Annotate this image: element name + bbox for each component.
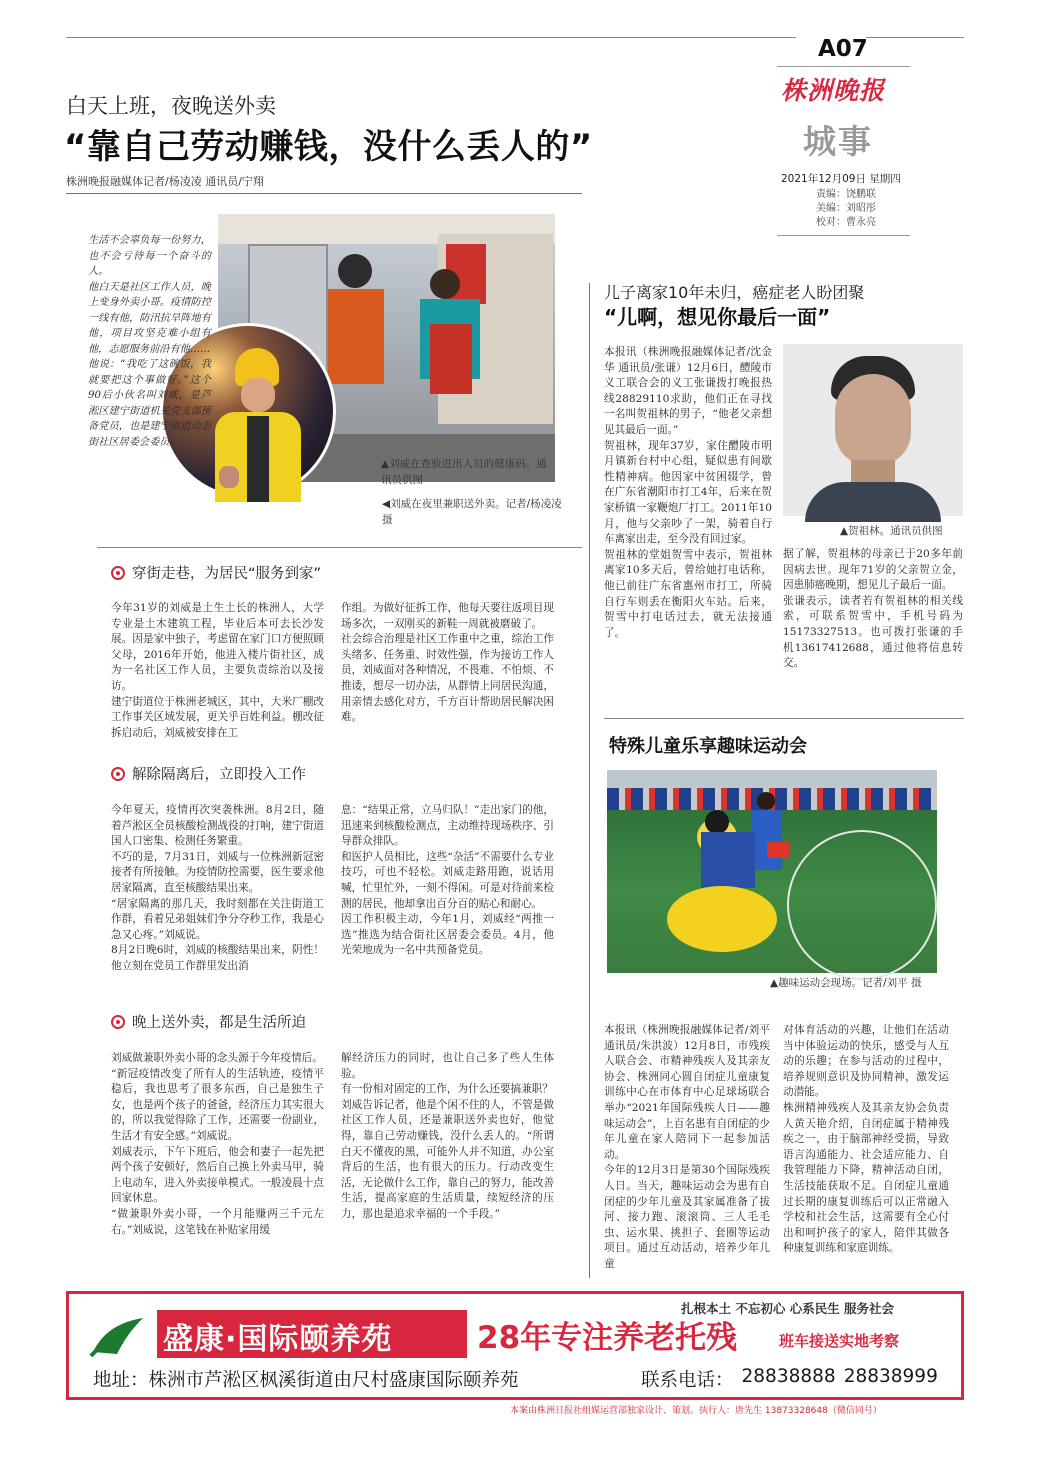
section1-col2: 作组。为做好征拆工作，他每天要往返项目现场多次，一双刚买的新鞋一周就被磨破了。 社会综合治理是社区工作重中之重，综治工作头绪多、任务重、时效性强，作为接访工作人员，刘威面对各种情况，不畏难、不怕烦、不推诿，想尽一切办法，从群情上同居民沟通，用亲情去感化对方，千方百计帮助居民解决困难。 bbox=[341, 602, 554, 724]
ad-tagline2: 班车接送实地考察 bbox=[779, 1332, 900, 1350]
section3-heading bbox=[111, 1011, 306, 1032]
photo1-caption: ▲刘威在查验进出人员的健康码。通讯员供图 bbox=[381, 458, 547, 486]
section1-heading bbox=[111, 562, 321, 583]
article3-col2: 对体育活动的兴趣，让他们在活动当中体验运动的快乐，感受与人互动的乐趣；在参与活动的过程中，培养规则意识及协同精神，激发运动潜能。 株洲精神残疾人及其亲友协会负责人黄天艳介绍，自闭症属于精神残疾之一，由于脑部神经受损，导致语言沟通能力、社会适应能力、自我管理能力下降，精神活动自闭，生活技能获取不足。自闭症儿童通过长期的康复训练后可以正常融入学校和社会生活，这需要有全心付出和呵护孩子的家人，陪伴其做各种康复训练和家庭训练。 bbox=[783, 1024, 949, 1255]
ad-phone bbox=[641, 1366, 938, 1392]
hand-leaf-logo-icon bbox=[89, 1312, 147, 1360]
article1-headline: “靠自己劳动赚钱，没什么丢人的” bbox=[64, 127, 593, 167]
article2-photo-caption: ▲贺祖林。通讯员供图 bbox=[840, 525, 943, 537]
designer-credit: 美编：刘昭彤 bbox=[816, 203, 876, 214]
article2-text2: 据了解，贺祖林的母亲已于20多年前因病去世。现年71岁的父亲贺立金，因患肺癌晚期，想见儿子最后一面。 张谦表示，读者若有贺祖林的相关线索，可联系贺雪中，手机号码为15173327513。也可拨打张谦的手机13617412688，通过他将信息转交。 bbox=[783, 548, 963, 670]
section-name: 城事 bbox=[803, 122, 873, 161]
article3-headline: 特殊儿童乐享趣味运动会 bbox=[609, 736, 807, 757]
ad-phone1: 28838888 bbox=[741, 1366, 836, 1387]
section2-col2: 息：“结果正常，立马归队！”走出家门的他，迅速来到核酸检测点，主动维持现场秩序、引导群众排队。 和医护人员相比，这些“杂活”不需要什么专业技巧，可也不轻松。刘威走路用跑，说话用喊，忙里忙外，一刻不得闲。可是对待前来检测的居民，他却拿出百分百的贴心和耐心。 因工作积极主动，今年1月，刘威经“两推一选”推选为结合街社区居委会委员。4月，他光荣地成为一名中共预备党员。 bbox=[341, 804, 554, 957]
section-circle-icon bbox=[111, 566, 125, 580]
article3-col1: 本报讯（株洲晚报融媒体记者/刘平 通讯员/朱洪波）12月8日，市残疾人联合会、市精神残疾人及其亲友协会、株洲同心圆自闭症儿童康复训练中心在市体育中心足球场联合举办“2021年国际残疾人日——趣味运动会”，上百名患有自闭症的少年儿童在家人陪同下一起参加活动。 今年的12月3日是第30个国际残疾人日。当天，趣味运动会为患有自闭症的少年儿童及其家属准备了拔河、接力跑、滚滚筒、三人毛毛虫、运水果、挑担子、套圈等运动项目。通过互动活动，培养少年儿童 bbox=[604, 1024, 770, 1270]
ad-tagline: 28年专注养老托残 bbox=[477, 1320, 738, 1356]
article2-headline: “儿啊，想见你最后一面” bbox=[604, 305, 831, 329]
section2-heading bbox=[111, 763, 306, 784]
section1-title: 穿街走巷，为居民“服务到家” bbox=[132, 566, 322, 582]
ad-phone-label: 联系电话： bbox=[641, 1370, 734, 1391]
issue-date: 2021年12月09日 星期四 bbox=[781, 173, 901, 185]
photo-missing-person bbox=[783, 344, 963, 516]
section-circle-icon bbox=[111, 1015, 125, 1029]
editor-credit: 责编：饶鹏联 bbox=[816, 189, 876, 200]
section3-title: 晚上送外卖，都是生活所迫 bbox=[132, 1015, 306, 1031]
section3-col1: 刘威做兼职外卖小哥的念头源于今年疫情后。 “新冠疫情改变了所有人的生活轨迹，疫情平稳后，我也思考了很多东西，自己是独生子女，也是两个孩子的爸爸，经济压力其实很大的，所以我觉得除了工作，还需要一份副业，生活才有安全感。”刘威说。 刘威表示，下午下班后，他会和妻子一起先把两个孩子安顿好，然后自己换上外卖马甲，骑上电动车，进入外卖接单模式。一般凌晨十点回家休息。 “做兼职外卖小哥，一个月能赚两三千元左右。”刘威说，这笔钱在补贴家用缓 bbox=[111, 1052, 324, 1236]
section3-col2: 解经济压力的同时，也让自己多了些人生体验。 有一份相对固定的工作，为什么还要搞兼职？ 刘威告诉记者，他是个闲不住的人，不管是做社区工作人员，还是兼职送外卖也好，他觉得，靠自己劳动赚钱，没什么丢人的。“所谓白天不懂夜的黑，可能外人并不知道，办公室背后的生活，也有很大的压力。行动改变生活，无论做什么工作，靠自己的努力，能改善生活，提高家庭的生活质量，续短经济的压力，那也是追求幸福的一个手段。” bbox=[341, 1052, 554, 1220]
photo2-caption: ◀刘威在夜里兼职送外卖。记者/杨凌凌 摄 bbox=[382, 498, 562, 526]
article1-kicker: 白天上班，夜晚送外卖 bbox=[66, 94, 276, 118]
paper-name-logo: 株洲晚报 bbox=[781, 76, 886, 105]
photo-sports-meet bbox=[607, 770, 937, 973]
ad-address: 地址：株洲市芦淞区枫溪街道由尺村盛康国际颐养苑 bbox=[93, 1370, 519, 1391]
article2-text1: 本报讯（株洲晚报融媒体记者/沈金华 通讯员/张谦）12月6日，醴陵市义工联合会的义工张谦拨打晚报热线28829110求助，他们正在寻找一名叫贺祖林的男子，“他老父亲想见其最后一面。” 贺祖林，现年37岁，家住醴陵市明月镇新台村中心组，疑似患有间歇性精神病。他因家中贫困辍学，曾在广东省潮阳市打工4年，后来在贺家桥镇一家鞭炮厂打工。2011年10月，他与父亲吵了一架，骑着自行车离家出走，至今没有回过家。 贺祖林的堂姐贺雪中表示，贺祖林离家10多天后，曾给她打电话称，他已前往广东省惠州市打工，所骑自行车则丢在衡阳火车站。后来，贺雪中打电话过去，就无法接通了。 bbox=[604, 346, 772, 639]
proofreader-credit: 校对：曹永亮 bbox=[816, 217, 876, 228]
section2-title: 解除隔离后，立即投入工作 bbox=[132, 767, 306, 783]
section2-col1: 今年夏天，疫情再次突袭株洲。8月2日，随着芦淞区全员核酸检测战役的打响，建宁街道国人口密集、检测任务繁重。 不巧的是，7月31日，刘威与一位株洲新冠密接者有所接触。为疫情防控需要，医生要求他居家隔离，直至核酸结果出来。 “居家隔离的那几天，我时刻都在关注街道工作群，看着兄弟姐妹们争分夺秒工作，我是心急又心疼。”刘威说。 8月2日晚6时，刘威的核酸结果出来，阴性！他立刻在党员工作群里发出消 bbox=[111, 804, 324, 972]
section-circle-icon bbox=[111, 767, 125, 781]
ad-slogan: 扎根本土 不忘初心 心系民生 服务社会 bbox=[681, 1301, 895, 1316]
ad-phone2: 28838999 bbox=[843, 1366, 938, 1387]
article1-intro: 生活不会辜负每一份努力，也不会亏待每一个奋斗的人。 他白天是社区工作人员，晚上变身外卖小哥。疫情防控一线有他，防汛抗旱阵地有他，项目攻坚克难小组有他，志愿服务前沿有他…… 他说：“我吃了这碗饭，我就要把这个事做好。”这个90后小伙名叫刘威，是芦淞区建宁街道机关党支部预备党员，也是建宁街道动态街社区居委会委员。 bbox=[88, 235, 211, 448]
section1-col1: 今年31岁的刘威是土生土长的株洲人，大学专业是土木建筑工程，毕业后本可去长沙发展。因是家中独子，考虑留在家门口方便照顾父母，2016年开始，他进入楼片街社区，成为一名社区工作人员，主要负责综治以及接访。 建宁街道位于株洲老城区，其中，大米厂棚改工作事关区域发展，更关乎百姓利益。棚改征拆启动后，刘威被安排在工 bbox=[111, 602, 324, 739]
article1-byline: 株洲晚报融媒体记者/杨凌凌 通讯员/宁翔 bbox=[66, 175, 264, 188]
ad-banner bbox=[66, 1291, 964, 1400]
article3-photo-caption: ▲趣味运动会现场。记者/刘平 摄 bbox=[770, 977, 922, 989]
article2-kicker: 儿子离家10年未归，癌症老人盼团聚 bbox=[604, 283, 865, 302]
ad-footer: 本案由株洲日报社组媒运营部独家设计、策划。执行人：唐先生 13873328648（微信同号） bbox=[510, 1406, 882, 1416]
ad-brand: 盛康·国际颐养苑 bbox=[163, 1322, 393, 1357]
page-number: A07 bbox=[818, 36, 868, 62]
